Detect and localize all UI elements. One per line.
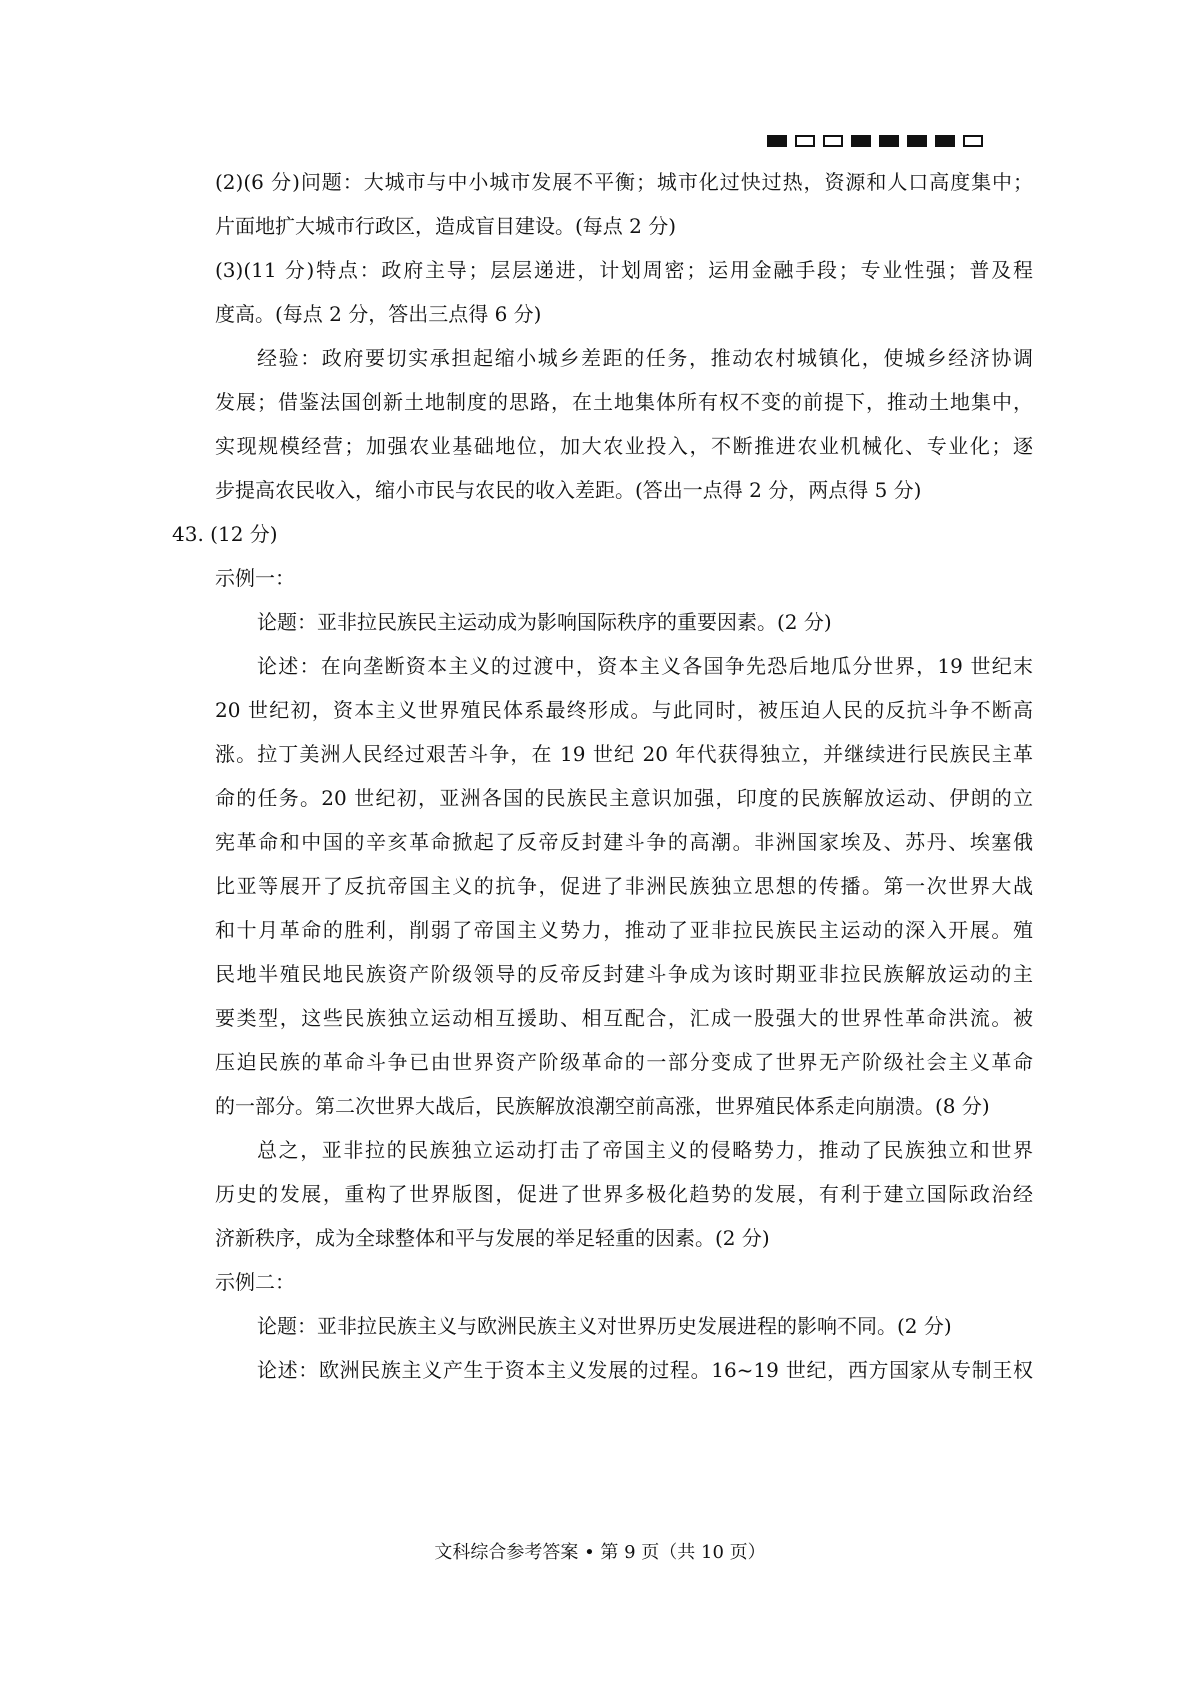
text-line: 步提高农民收入，缩小市民与农民的收入差距。(答出一点得 2 分，两点得 5 分) [215, 478, 922, 502]
text-line: 和十月革命的胜利，削弱了帝国主义势力，推动了亚非拉民族民主运动的深入开展。殖 [215, 918, 1033, 942]
text-line: 论述：在向垄断资本主义的过渡中，资本主义各国争先恐后地瓜分世界，19 世纪末 [257, 654, 1033, 678]
text-line: 总之，亚非拉的民族独立运动打击了帝国主义的侵略势力，推动了民族独立和世界 [257, 1138, 1033, 1162]
text-line: 压迫民族的革命斗争已由世界资产阶级革命的一部分变成了世界无产阶级社会主义革命 [215, 1050, 1033, 1074]
text-line: 发展；借鉴法国创新土地制度的思路，在土地集体所有权不变的前提下，推动土地集中， [215, 390, 1033, 414]
marker-square [851, 135, 871, 147]
marker-square [879, 135, 899, 147]
text-line: 民地半殖民地民族资产阶级领导的反帝反封建斗争成为该时期亚非拉民族解放运动的主 [215, 962, 1033, 986]
marker-square [767, 135, 787, 147]
text-line: 比亚等展开了反抗帝国主义的抗争，促进了非洲民族独立思想的传播。第一次世界大战 [215, 874, 1033, 898]
text-line: 片面地扩大城市行政区，造成盲目建设。(每点 2 分) [215, 214, 677, 238]
text-line: 命的任务。20 世纪初，亚洲各国的民族民主意识加强，印度的民族解放运动、伊朗的立 [215, 786, 1033, 810]
marker-square [907, 135, 927, 147]
text-line: 经验：政府要切实承担起缩小城乡差距的任务，推动农村城镇化，使城乡经济协调 [257, 346, 1033, 370]
text-line: 历史的发展，重构了世界版图，促进了世界多极化趋势的发展，有利于建立国际政治经 [215, 1182, 1033, 1206]
text-line: 宪革命和中国的辛亥革命掀起了反帝反封建斗争的高潮。非洲国家埃及、苏丹、埃塞俄 [215, 830, 1033, 854]
marker-square [795, 135, 815, 147]
text-line: 涨。拉丁美洲人民经过艰苦斗争，在 19 世纪 20 年代获得独立，并继续进行民族民主革 [215, 742, 1033, 766]
text-line: 论述：欧洲民族主义产生于资本主义发展的过程。16~19 世纪，西方国家从专制王权 [257, 1358, 1033, 1382]
text-line: (2)(6 分)问题：大城市与中小城市发展不平衡；城市化过快过热，资源和人口高度集中； [215, 170, 1033, 194]
question-number: 43. (12 分) [172, 522, 278, 546]
text-line: 论题：亚非拉民族民主运动成为影响国际秩序的重要因素。(2 分) [257, 610, 832, 634]
text-line: 度高。(每点 2 分，答出三点得 6 分) [215, 302, 542, 326]
page-footer: 文科综合参考答案 • 第 9 页（共 10 页） [434, 1542, 766, 1563]
text-line: (3)(11 分)特点：政府主导；层层递进，计划周密；运用金融手段；专业性强；普及程 [215, 258, 1033, 282]
marker-square [935, 135, 955, 147]
example-heading: 示例二： [215, 1270, 295, 1294]
text-line: 的一部分。第二次世界大战后，民族解放浪潮空前高涨，世界殖民体系走向崩溃。(8 分) [215, 1094, 990, 1118]
example-heading: 示例一： [215, 566, 295, 590]
text-line: 论题：亚非拉民族主义与欧洲民族主义对世界历史发展进程的影响不同。(2 分) [257, 1314, 952, 1338]
text-line: 20 世纪初，资本主义世界殖民体系最终形成。与此同时，被压迫人民的反抗斗争不断高 [215, 698, 1033, 722]
marker-square [823, 135, 843, 147]
text-line: 要类型，这些民族独立运动相互援助、相互配合，汇成一股强大的世界性革命洪流。被 [215, 1006, 1033, 1030]
text-line: 实现规模经营；加强农业基础地位，加大农业投入，不断推进农业机械化、专业化；逐 [215, 434, 1033, 458]
text-line: 济新秩序，成为全球整体和平与发展的举足轻重的因素。(2 分) [215, 1226, 770, 1250]
marker-square [963, 135, 983, 147]
